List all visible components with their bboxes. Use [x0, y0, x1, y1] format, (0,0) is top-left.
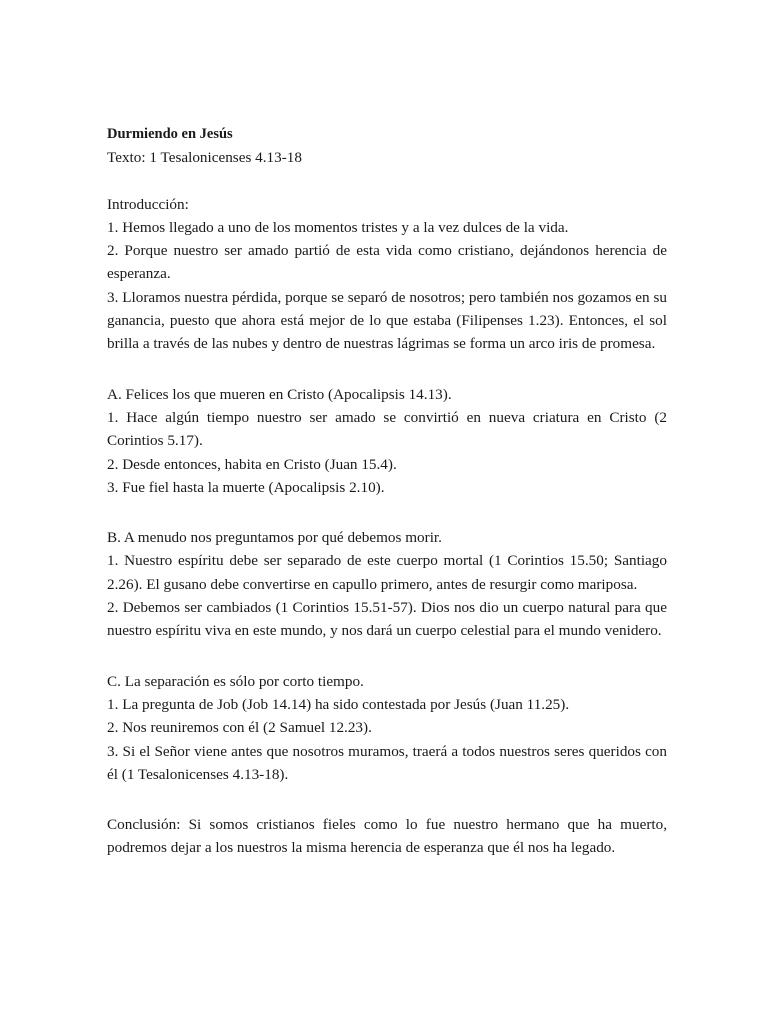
- section-a-item: 3. Fue fiel hasta la muerte (Apocalipsis 2.10).: [107, 478, 385, 496]
- section-c-heading: C. La separación es sólo por corto tiempo.: [107, 672, 364, 690]
- spacer: [107, 499, 667, 526]
- section-b-heading: B. A menudo nos preguntamos por qué debemos morir.: [107, 529, 442, 547]
- intro-item: 1. Hemos llegado a uno de los momentos tristes y a la vez dulces de la vida.: [107, 218, 569, 236]
- section-c-item: 3. Si el Señor viene antes que nosotros muramos, traerá a todos nuestros seres queridos con él (1 Tesalonicenses 4.13-18).: [107, 742, 667, 783]
- section-c-item: 1. La pregunta de Job (Job 14.14) ha sido contestada por Jesús (Juan 11.25).: [107, 695, 570, 713]
- document-body: [107, 123, 667, 860]
- sermon-title: Durmiendo en Jesús: [107, 126, 233, 142]
- section-b-item: 2. Debemos ser cambiados (1 Corintios 15.51-57). Dios nos dio un cuerpo natural para que nuestro espíritu viva en este mundo, y nos dará un cuerpo celestial para el mundo venidero.: [107, 599, 667, 640]
- intro-item: 2. Porque nuestro ser amado partió de esta vida como cristiano, dejándonos herencia de esperanza.: [107, 242, 667, 283]
- section-a-heading: A. Felices los que mueren en Cristo (Apocalipsis 14.13).: [107, 385, 452, 403]
- spacer: [107, 643, 667, 670]
- section-a-item: 2. Desde entonces, habita en Cristo (Juan 15.4).: [107, 455, 397, 473]
- section-a-item: 1. Hace algún tiempo nuestro ser amado se convirtió en nueva criatura en Cristo (2 Corintios 5.17).: [107, 408, 667, 450]
- spacer: [107, 170, 667, 193]
- scripture-reference: Texto: 1 Tesalonicenses 4.13-18: [107, 149, 302, 167]
- section-c-item: 2. Nos reuniremos con él (2 Samuel 12.23).: [107, 719, 372, 737]
- spacer: [107, 356, 667, 383]
- conclusion-paragraph: Conclusión: Si somos cristianos fieles como lo fue nuestro hermano que ha muerto, podremos dejar a los nuestros la misma herencia de esperanza que él nos ha legado.: [107, 816, 667, 857]
- intro-heading: Introducción:: [107, 195, 189, 213]
- intro-item: 3. Lloramos nuestra pérdida, porque se separó de nosotros; pero también nos gozamos en su ganancia, puesto que ahora está mejor de lo que estaba (Filipenses 1.23). Entonces, el sol brilla a través de las nubes y dentro de nuestras lágrimas se forma un arco iris de promesa.: [107, 288, 667, 353]
- section-b-item: 1. Nuestro espíritu debe ser separado de este cuerpo mortal (1 Corintios 15.50; Santiago 2.26). El gusano debe convertirse en capullo primero, antes de resurgir como mariposa.: [107, 552, 667, 593]
- spacer: [107, 786, 667, 813]
